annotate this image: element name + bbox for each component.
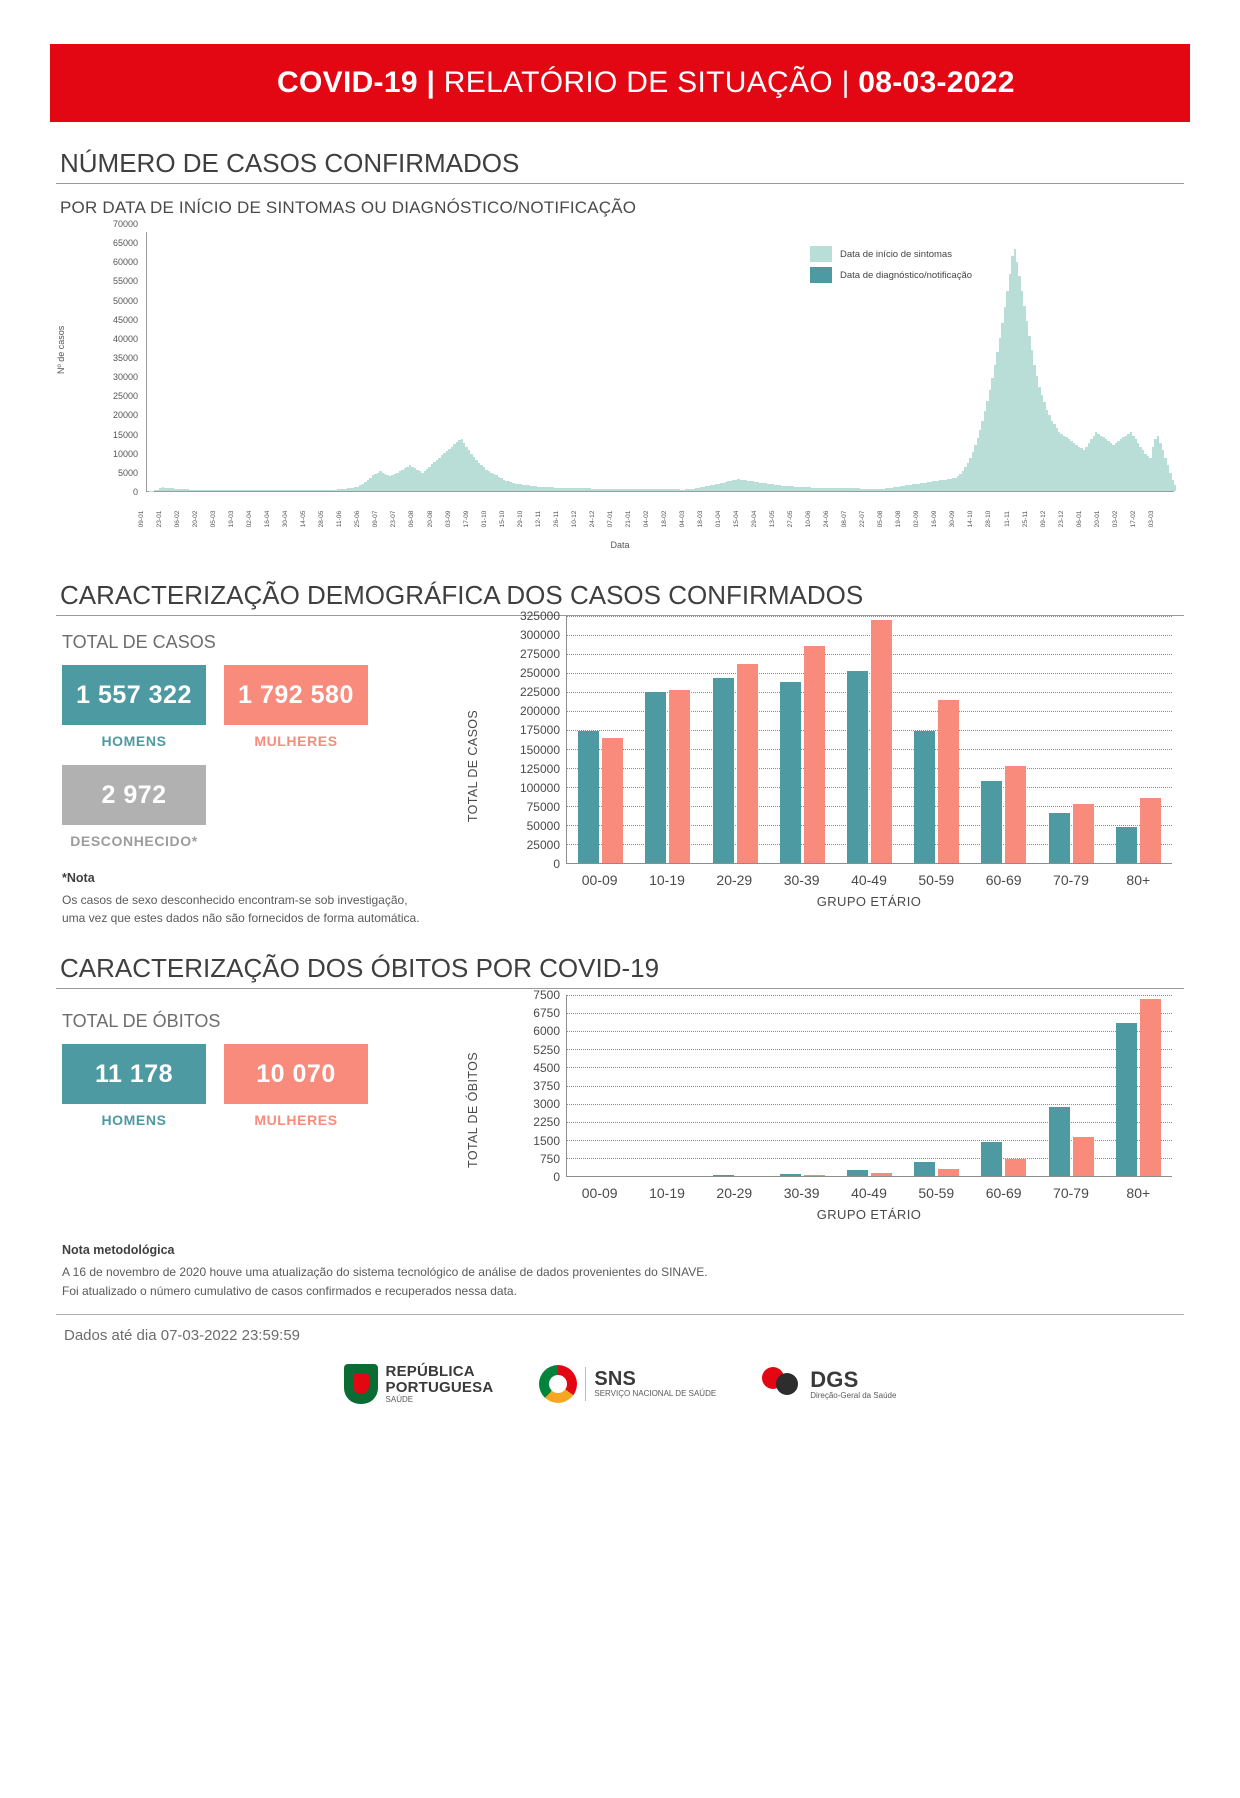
deaths-chart-y-tick: 750 bbox=[540, 1152, 560, 1166]
epi-x-tick: 27-05 bbox=[787, 510, 821, 528]
epi-bar bbox=[1174, 485, 1176, 491]
epi-x-tick: 09-01 bbox=[138, 510, 172, 528]
epi-x-tick: 17-09 bbox=[463, 510, 497, 528]
report-title-date: 08-03-2022 bbox=[858, 66, 1014, 99]
epi-x-tick: 19-03 bbox=[228, 510, 262, 528]
total-deaths-men bbox=[62, 1044, 206, 1128]
logo-republica-portuguesa bbox=[344, 1364, 494, 1404]
epi-legend-label: Data de diagnóstico/notificação bbox=[840, 270, 972, 281]
logo-divider bbox=[585, 1367, 586, 1401]
bar-men bbox=[780, 1174, 801, 1176]
bar-men bbox=[645, 692, 666, 863]
report-title-covid: COVID-19 | bbox=[277, 66, 435, 99]
bar-group bbox=[970, 995, 1037, 1176]
deaths-row bbox=[50, 995, 1190, 1225]
deaths-chart-y-ticks bbox=[498, 995, 560, 1177]
bar-women bbox=[1005, 766, 1026, 863]
x-tick: 80+ bbox=[1105, 1185, 1172, 1201]
epi-y-tick: 70000 bbox=[113, 219, 138, 229]
deaths-by-age-chart bbox=[480, 995, 1190, 1225]
epi-y-tick: 50000 bbox=[113, 296, 138, 306]
bar-men bbox=[914, 731, 935, 863]
bar-men bbox=[1116, 827, 1137, 863]
cases-chart-x-ticks bbox=[566, 872, 1172, 888]
dgs-mark-icon bbox=[762, 1367, 802, 1401]
epi-x-tick: 26-11 bbox=[553, 510, 587, 528]
epi-x-tick: 14-10 bbox=[967, 510, 1001, 528]
deaths-chart-bars bbox=[567, 995, 1172, 1176]
epi-y-tick: 30000 bbox=[113, 372, 138, 382]
bar-women bbox=[871, 620, 892, 863]
epi-x-tick: 25-11 bbox=[1022, 510, 1056, 528]
deaths-chart-y-tick: 3000 bbox=[533, 1097, 560, 1111]
bar-group bbox=[1105, 616, 1172, 863]
bar-women bbox=[602, 738, 623, 863]
x-tick: 40-49 bbox=[835, 872, 902, 888]
bar-group bbox=[701, 995, 768, 1176]
method-note-line-2: Foi atualizado o número cumulativo de casos confirmados e recuperados nessa data. bbox=[62, 1282, 1190, 1301]
epi-x-tick: 04-02 bbox=[643, 510, 677, 528]
epi-y-tick: 0 bbox=[133, 487, 138, 497]
total-cases-label: TOTAL DE CASOS bbox=[62, 632, 480, 653]
epi-x-tick: 06-01 bbox=[1076, 510, 1110, 528]
epi-x-tick: 02-04 bbox=[246, 510, 280, 528]
epi-x-tick: 20-01 bbox=[1094, 510, 1128, 528]
report-banner bbox=[50, 44, 1190, 122]
deaths-chart-wrapper bbox=[480, 995, 1190, 1225]
deaths-chart-y-tick: 0 bbox=[553, 1170, 560, 1184]
epi-x-tick: 04-03 bbox=[679, 510, 713, 528]
cases-chart-plot bbox=[566, 616, 1172, 864]
epi-x-tick: 25-06 bbox=[354, 510, 388, 528]
bar-group bbox=[769, 616, 836, 863]
section-title-cases: NÚMERO DE CASOS CONFIRMADOS bbox=[60, 148, 1190, 179]
bar-women bbox=[804, 646, 825, 863]
bar-men bbox=[847, 671, 868, 863]
total-cases-women-label: MULHERES bbox=[224, 733, 368, 749]
bar-women bbox=[1073, 804, 1094, 863]
total-deaths-women-value: 10 070 bbox=[224, 1044, 368, 1104]
bar-men bbox=[1049, 1107, 1070, 1176]
bar-women bbox=[1140, 999, 1161, 1176]
deaths-chart-y-tick: 7500 bbox=[533, 988, 560, 1002]
cases-chart-y-tick: 50000 bbox=[527, 819, 560, 833]
total-cases-unknown-value: 2 972 bbox=[62, 765, 206, 825]
cases-chart-y-label: TOTAL DE CASOS bbox=[466, 710, 480, 822]
cases-chart-y-tick: 0 bbox=[553, 857, 560, 871]
epi-legend-swatch bbox=[810, 246, 832, 262]
cases-chart-y-tick: 175000 bbox=[520, 723, 560, 737]
bar-men bbox=[713, 678, 734, 863]
x-tick: 70-79 bbox=[1037, 1185, 1104, 1201]
epi-x-tick: 06-08 bbox=[408, 510, 442, 528]
epi-x-tick: 05-03 bbox=[210, 510, 244, 528]
epi-x-tick: 24-06 bbox=[823, 510, 857, 528]
data-until-text: Dados até dia 07-03-2022 23:59:59 bbox=[64, 1327, 1190, 1344]
cases-chart-y-tick: 125000 bbox=[520, 762, 560, 776]
epi-x-tick: 07-01 bbox=[607, 510, 641, 528]
report-title bbox=[225, 32, 1015, 134]
bar-group bbox=[903, 995, 970, 1176]
bar-group bbox=[567, 995, 634, 1176]
epi-x-tick: 15-04 bbox=[733, 510, 767, 528]
total-cases-men-label: HOMENS bbox=[62, 733, 206, 749]
bar-men bbox=[981, 1142, 1002, 1176]
epi-x-tick: 13-05 bbox=[769, 510, 803, 528]
epi-y-tick: 15000 bbox=[113, 430, 138, 440]
epi-x-tick: 23-07 bbox=[390, 510, 424, 528]
epi-x-tick: 08-07 bbox=[841, 510, 875, 528]
cases-chart-y-tick: 200000 bbox=[520, 704, 560, 718]
logo-dgs-line2: Direção-Geral da Saúde bbox=[810, 1392, 896, 1400]
method-note-line-1: A 16 de novembro de 2020 houve uma atualização do sistema tecnológico de análise de dados provenientes do SINAVE. bbox=[62, 1263, 1190, 1282]
section-title-demographics: CARACTERIZAÇÃO DEMOGRÁFICA DOS CASOS CONFIRMADOS bbox=[60, 580, 1190, 611]
deaths-chart-y-tick: 6750 bbox=[533, 1006, 560, 1020]
divider-footer bbox=[56, 1314, 1184, 1315]
cases-chart-y-tick: 100000 bbox=[520, 781, 560, 795]
total-deaths-tiles bbox=[62, 1044, 480, 1128]
x-tick: 00-09 bbox=[566, 872, 633, 888]
logo-rp-line1: REPÚBLICA bbox=[386, 1364, 494, 1380]
total-deaths-block bbox=[50, 995, 480, 1225]
epi-x-tick: 03-03 bbox=[1148, 510, 1182, 528]
epi-legend bbox=[810, 246, 972, 288]
cases-chart-y-tick: 300000 bbox=[520, 628, 560, 642]
epi-y-tick: 20000 bbox=[113, 410, 138, 420]
epi-x-tick: 01-04 bbox=[715, 510, 749, 528]
deaths-chart-plot bbox=[566, 995, 1172, 1177]
epi-legend-item bbox=[810, 246, 972, 262]
deaths-chart-y-tick: 6000 bbox=[533, 1024, 560, 1038]
cases-chart-y-ticks bbox=[498, 616, 560, 864]
epi-x-tick: 09-12 bbox=[1040, 510, 1074, 528]
epi-x-tick: 16-09 bbox=[931, 510, 965, 528]
bar-group bbox=[903, 616, 970, 863]
total-cases-unknown-tiles bbox=[62, 765, 480, 849]
demographics-row bbox=[50, 616, 1190, 927]
epi-x-tick: 29-04 bbox=[751, 510, 785, 528]
x-tick: 50-59 bbox=[903, 872, 970, 888]
bar-men bbox=[981, 781, 1002, 863]
x-tick: 30-39 bbox=[768, 1185, 835, 1201]
bar-men bbox=[780, 682, 801, 863]
bar-group bbox=[1105, 995, 1172, 1176]
bar-men bbox=[847, 1170, 868, 1176]
epi-y-tick: 60000 bbox=[113, 257, 138, 267]
logo-sns-line2: SERVIÇO NACIONAL DE SAÚDE bbox=[594, 1390, 716, 1398]
bar-group bbox=[970, 616, 1037, 863]
epi-x-tick: 03-02 bbox=[1112, 510, 1146, 528]
bar-women bbox=[1005, 1159, 1026, 1176]
coat-of-arms-icon bbox=[344, 1364, 378, 1404]
total-deaths-women-label: MULHERES bbox=[224, 1112, 368, 1128]
total-cases-men bbox=[62, 665, 206, 749]
deaths-chart-y-tick: 3750 bbox=[533, 1079, 560, 1093]
total-cases-block bbox=[50, 616, 480, 927]
divider-cases bbox=[56, 183, 1184, 184]
logo-rp-line2: PORTUGUESA bbox=[386, 1380, 494, 1396]
epi-x-tick: 01-10 bbox=[481, 510, 515, 528]
logo-dgs bbox=[762, 1367, 896, 1401]
cases-chart-x-label: GRUPO ETÁRIO bbox=[566, 894, 1172, 909]
cases-chart-y-tick: 275000 bbox=[520, 647, 560, 661]
epi-x-tick: 24-12 bbox=[589, 510, 623, 528]
bar-men bbox=[1049, 813, 1070, 863]
deaths-chart-y-tick: 4500 bbox=[533, 1061, 560, 1075]
x-tick: 40-49 bbox=[835, 1185, 902, 1201]
x-tick: 00-09 bbox=[566, 1185, 633, 1201]
cases-chart-y-tick: 25000 bbox=[527, 838, 560, 852]
x-tick: 30-39 bbox=[768, 872, 835, 888]
bar-men bbox=[578, 731, 599, 863]
bar-women bbox=[871, 1173, 892, 1176]
x-tick: 60-69 bbox=[970, 1185, 1037, 1201]
bar-women bbox=[938, 700, 959, 863]
epi-x-tick: 28-10 bbox=[985, 510, 1019, 528]
epi-x-tick: 20-02 bbox=[192, 510, 226, 528]
epi-x-tick: 30-09 bbox=[949, 510, 983, 528]
epi-x-tick: 03-09 bbox=[445, 510, 479, 528]
deaths-chart-y-tick: 5250 bbox=[533, 1043, 560, 1057]
cases-chart-y-tick: 325000 bbox=[520, 609, 560, 623]
epi-y-axis-label: Nº de casos bbox=[56, 326, 66, 374]
x-tick: 20-29 bbox=[701, 1185, 768, 1201]
x-tick: 60-69 bbox=[970, 872, 1037, 888]
total-cases-women-value: 1 792 580 bbox=[224, 665, 368, 725]
total-deaths-men-value: 11 178 bbox=[62, 1044, 206, 1104]
report-page bbox=[0, 44, 1240, 1404]
bar-group bbox=[836, 616, 903, 863]
epi-plot-area bbox=[146, 232, 1174, 492]
epi-x-tick: 29-10 bbox=[517, 510, 551, 528]
deaths-chart-x-ticks bbox=[566, 1185, 1172, 1201]
note-line-2: uma vez que estes dados não são fornecidos de forma automática. bbox=[62, 909, 480, 927]
epi-x-tick: 20-08 bbox=[427, 510, 461, 528]
epi-x-tick: 10-06 bbox=[805, 510, 839, 528]
total-cases-unknown bbox=[62, 765, 206, 849]
cases-chart-y-tick: 250000 bbox=[520, 666, 560, 680]
cases-by-age-chart bbox=[480, 616, 1190, 916]
logo-rp-line3: SAÚDE bbox=[386, 1396, 494, 1404]
note-line-1: Os casos de sexo desconhecido encontram-se sob investigação, bbox=[62, 891, 480, 909]
bar-group bbox=[1038, 616, 1105, 863]
method-note-title: Nota metodológica bbox=[62, 1243, 1190, 1257]
cases-chart-bars bbox=[567, 616, 1172, 863]
epi-x-tick: 14-05 bbox=[300, 510, 334, 528]
total-deaths-label: TOTAL DE ÓBITOS bbox=[62, 1011, 480, 1032]
epi-legend-swatch bbox=[810, 267, 832, 283]
epi-x-tick: 15-10 bbox=[499, 510, 533, 528]
epi-bars bbox=[147, 232, 1174, 491]
epi-y-tick: 40000 bbox=[113, 334, 138, 344]
divider-deaths bbox=[56, 988, 1184, 989]
x-tick: 50-59 bbox=[903, 1185, 970, 1201]
epi-x-tick: 10-12 bbox=[571, 510, 605, 528]
logo-sns bbox=[539, 1365, 716, 1403]
bar-group bbox=[567, 616, 634, 863]
epi-x-tick: 21-01 bbox=[625, 510, 659, 528]
epi-x-tick: 19-08 bbox=[895, 510, 929, 528]
logo-sns-line1: SNS bbox=[594, 1369, 716, 1390]
total-cases-tiles bbox=[62, 665, 480, 749]
footer-logos bbox=[50, 1364, 1190, 1404]
epi-x-tick: 17-02 bbox=[1130, 510, 1164, 528]
bar-women bbox=[669, 690, 690, 863]
epi-x-tick: 16-04 bbox=[264, 510, 298, 528]
epi-x-tick: 09-07 bbox=[372, 510, 406, 528]
x-tick: 10-19 bbox=[633, 1185, 700, 1201]
epi-y-tick: 45000 bbox=[113, 315, 138, 325]
total-cases-men-value: 1 557 322 bbox=[62, 665, 206, 725]
epi-x-tick: 11-11 bbox=[1004, 510, 1038, 528]
cases-chart-y-tick: 75000 bbox=[527, 800, 560, 814]
epi-x-tick: 23-12 bbox=[1058, 510, 1092, 528]
epi-y-tick: 55000 bbox=[113, 276, 138, 286]
x-tick: 20-29 bbox=[701, 872, 768, 888]
epi-x-tick: 30-04 bbox=[282, 510, 316, 528]
total-cases-unknown-label: DESCONHECIDO* bbox=[62, 833, 206, 849]
report-title-middle: RELATÓRIO DE SITUAÇÃO | bbox=[435, 66, 858, 99]
epi-x-tick: 12-11 bbox=[535, 510, 569, 528]
deaths-chart-x-label: GRUPO ETÁRIO bbox=[566, 1207, 1172, 1222]
total-deaths-men-label: HOMENS bbox=[62, 1112, 206, 1128]
epi-y-tick: 25000 bbox=[113, 391, 138, 401]
deaths-chart-y-tick: 2250 bbox=[533, 1115, 560, 1129]
deaths-chart-y-label: TOTAL DE ÓBITOS bbox=[466, 1052, 480, 1168]
x-tick: 80+ bbox=[1105, 872, 1172, 888]
bar-women bbox=[804, 1175, 825, 1176]
epi-x-axis-ticks bbox=[146, 494, 1174, 528]
epi-x-tick: 18-03 bbox=[697, 510, 731, 528]
logo-dgs-line1: DGS bbox=[810, 1368, 896, 1391]
epi-y-tick: 35000 bbox=[113, 353, 138, 363]
subsection-title-cases: POR DATA DE INÍCIO DE SINTOMAS OU DIAGNÓSTICO/NOTIFICAÇÃO bbox=[60, 198, 1190, 218]
epi-y-axis-ticks bbox=[72, 224, 142, 492]
epi-y-tick: 65000 bbox=[113, 238, 138, 248]
bar-men bbox=[1116, 1023, 1137, 1176]
bar-group bbox=[836, 995, 903, 1176]
bar-group bbox=[701, 616, 768, 863]
epi-y-tick: 5000 bbox=[118, 468, 138, 478]
bar-women bbox=[938, 1169, 959, 1176]
methodological-note bbox=[62, 1243, 1190, 1300]
epi-x-tick: 28-05 bbox=[318, 510, 352, 528]
epi-x-axis-label: Data bbox=[50, 540, 1190, 550]
epi-x-tick: 05-08 bbox=[877, 510, 911, 528]
epi-x-tick: 11-06 bbox=[336, 510, 370, 528]
epi-x-tick: 02-09 bbox=[913, 510, 947, 528]
x-tick: 70-79 bbox=[1037, 872, 1104, 888]
bar-women bbox=[737, 664, 758, 863]
bar-group bbox=[634, 616, 701, 863]
x-tick: 10-19 bbox=[633, 872, 700, 888]
bar-group bbox=[1038, 995, 1105, 1176]
epi-x-tick: 22-07 bbox=[859, 510, 893, 528]
sns-mark-icon bbox=[539, 1365, 577, 1403]
epi-x-tick: 23-01 bbox=[156, 510, 190, 528]
bar-women bbox=[1073, 1137, 1094, 1176]
epi-legend-label: Data de início de sintomas bbox=[840, 249, 952, 260]
cases-chart-y-tick: 150000 bbox=[520, 743, 560, 757]
epi-x-tick: 06-02 bbox=[174, 510, 208, 528]
epidemic-curve-chart bbox=[50, 224, 1190, 554]
bar-men bbox=[713, 1175, 734, 1176]
total-cases-women bbox=[224, 665, 368, 749]
deaths-chart-y-tick: 1500 bbox=[533, 1134, 560, 1148]
section-title-deaths: CARACTERIZAÇÃO DOS ÓBITOS POR COVID-19 bbox=[60, 953, 1190, 984]
cases-chart-y-tick: 225000 bbox=[520, 685, 560, 699]
epi-legend-item bbox=[810, 267, 972, 283]
epi-y-tick: 10000 bbox=[113, 449, 138, 459]
total-deaths-women bbox=[224, 1044, 368, 1128]
cases-chart-wrapper bbox=[480, 616, 1190, 927]
bar-women bbox=[1140, 798, 1161, 863]
bar-group bbox=[634, 995, 701, 1176]
note-title: *Nota bbox=[62, 871, 480, 885]
bar-men bbox=[914, 1162, 935, 1176]
bar-group bbox=[769, 995, 836, 1176]
epi-x-tick: 18-02 bbox=[661, 510, 695, 528]
